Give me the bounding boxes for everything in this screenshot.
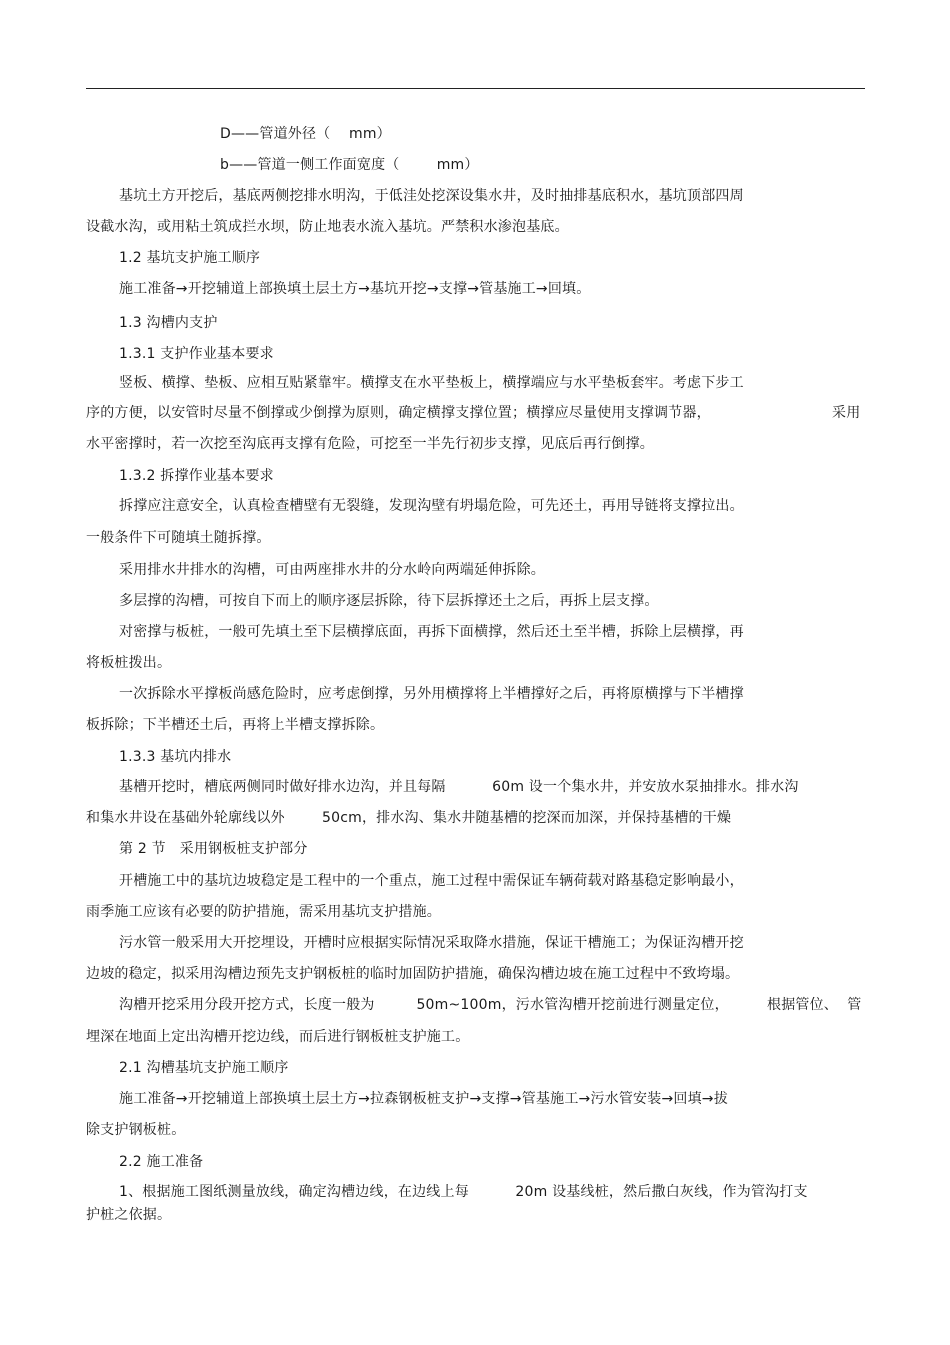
text-line: 和集水井设在基础外轮廓线以外 50cm，排水沟、集水井随基槽的挖深而加深，并保持基槽的干燥	[86, 810, 732, 826]
text-line: 采用排水井排水的沟槽，可由两座排水井的分水岭向两端延伸拆除。	[119, 562, 545, 578]
text-line: 沟槽开挖采用分段开挖方式，长度一般为 50m~100m，污水管沟槽开挖前进行测量定位，	[119, 997, 729, 1013]
text-line: 一次拆除水平撑板尚感危险时，应考虑倒撑，另外用横撑将上半槽撑好之后，再将原横撑与下半槽撑	[119, 686, 744, 702]
text-line: 基坑土方开挖后，基底两侧挖排水明沟，于低洼处挖深设集水井，及时抽排基底积水，基坑顶部四周	[119, 188, 744, 204]
section-heading: 1.3 沟槽内支护	[119, 315, 218, 331]
text-line: 边坡的稳定，拟采用沟槽边预先支护钢板桩的临时加固防护措施，确保沟槽边坡在施工过程中不致垮塌。	[86, 966, 740, 982]
text-line: 多层撑的沟槽，可按自下而上的顺序逐层拆除，待下层拆撑还土之后，再拆上层支撑。	[119, 593, 659, 609]
text-line: 根据管位、 管	[767, 997, 862, 1013]
text-line: 雨季施工应该有必要的防护措施，需采用基坑支护措施。	[86, 904, 441, 920]
text-line: 基槽开挖时，槽底两侧同时做好排水边沟，并且每隔 60m 设一个集水井，并安放水泵抽排水。排水沟	[119, 779, 799, 795]
text-line: b——管道一侧工作面宽度（ mm）	[220, 157, 479, 173]
text-line: 埋深在地面上定出沟槽开挖边线，而后进行钢板桩支护施工。	[86, 1029, 470, 1045]
text-line: 水平密撑时，若一次挖至沟底再支撑有危险，可挖至一半先行初步支撑，见底后再行倒撑。	[86, 436, 654, 452]
text-line: 施工准备→开挖辅道上部换填土层土方→拉森钢板桩支护→支撑→管基施工→污水管安装→回填→拔	[119, 1091, 728, 1107]
section-heading: 2.2 施工准备	[119, 1154, 204, 1170]
text-line: 施工准备→开挖辅道上部换填土层土方→基坑开挖→支撑→管基施工→回填。	[119, 281, 591, 297]
text-line: 竖板、横撑、垫板、应相互贴紧靠牢。横撑支在水平垫板上，横撑端应与水平垫板套牢。考虑下步工	[119, 375, 744, 391]
text-line: 板拆除；下半槽还土后，再将上半槽支撑拆除。	[86, 717, 385, 733]
text-line: D——管道外径（ mm）	[220, 126, 391, 142]
section-heading: 1.3.3 基坑内排水	[119, 749, 232, 765]
text-line: 1、根据施工图纸测量放线，确定沟槽边线，在边线上每 20m 设基线桩，然后撒白灰线，作为管沟打支	[119, 1184, 808, 1200]
section-heading: 2.1 沟槽基坑支护施工顺序	[119, 1060, 289, 1076]
text-line: 除支护钢板桩。	[86, 1122, 186, 1138]
section-heading: 1.3.2 拆撑作业基本要求	[119, 468, 274, 484]
text-line: 设截水沟，或用粘土筑成拦水坝，防止地表水流入基坑。严禁积水渗泡基底。	[86, 219, 569, 235]
header-rule	[86, 88, 865, 89]
text-line: 序的方便，以安管时尽量不倒撑或少倒撑为原则，确定横撑支撑位置；横撑应尽量使用支撑调节器，	[86, 405, 711, 421]
text-line: 对密撑与板桩，一般可先填土至下层横撑底面，再拆下面横撑，然后还土至半槽，拆除上层横撑，再	[119, 624, 744, 640]
text-line: 护桩之依据。	[86, 1207, 172, 1223]
text-line: 污水管一般采用大开挖埋设，开槽时应根据实际情况采取降水措施，保证干槽施工；为保证沟槽开挖	[119, 935, 744, 951]
section-heading: 1.3.1 支护作业基本要求	[119, 346, 274, 362]
text-line: 开槽施工中的基坑边坡稳定是工程中的一个重点，施工过程中需保证车辆荷载对路基稳定影响最小，	[119, 873, 744, 889]
text-line: 一般条件下可随填土随拆撑。	[86, 530, 271, 546]
chapter-heading: 第 2 节 采用钢板桩支护部分	[119, 841, 308, 857]
text-line: 将板桩拨出。	[86, 655, 172, 671]
section-heading: 1.2 基坑支护施工顺序	[119, 250, 261, 266]
text-line: 拆撑应注意安全，认真检查槽壁有无裂缝，发现沟壁有坍塌危险，可先还土，再用导链将支撑拉出。	[119, 498, 744, 514]
text-line: 采用	[832, 405, 861, 421]
